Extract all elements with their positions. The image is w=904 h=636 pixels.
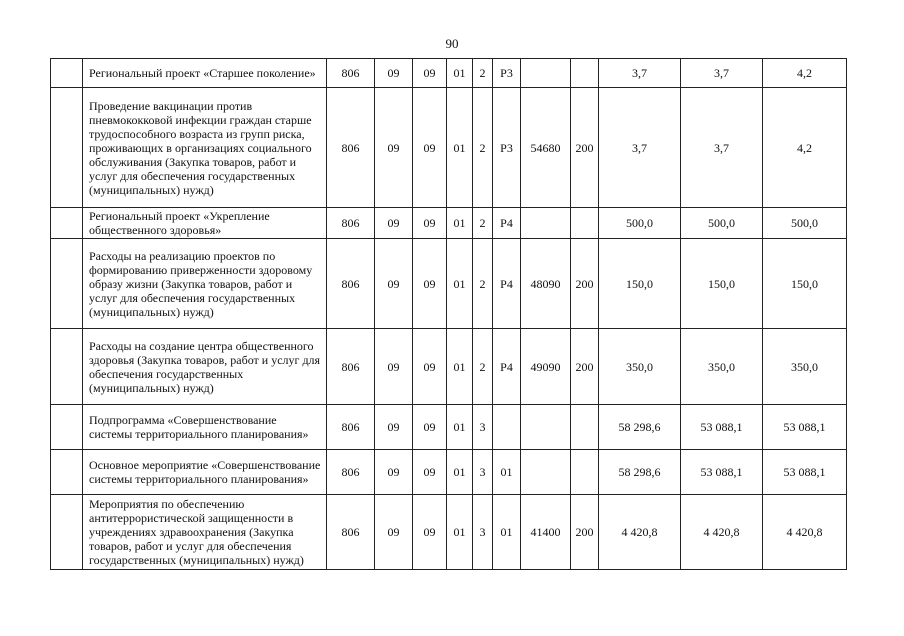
subprogram-cell: 2	[473, 239, 493, 329]
section-cell: 09	[375, 239, 413, 329]
table-row	[51, 88, 847, 208]
section-cell: 09	[375, 88, 413, 208]
expense-type-cell: 200	[571, 239, 599, 329]
subprogram-cell: 2	[473, 208, 493, 239]
row-name: Региональный проект «Укрепление общественного здоровья»	[83, 208, 327, 239]
expense-type-cell	[571, 405, 599, 450]
page-number: 90	[445, 36, 459, 51]
table-row	[51, 208, 847, 239]
section-cell: 09	[375, 59, 413, 88]
program-cell: 01	[447, 405, 473, 450]
expense-type-cell: 200	[571, 88, 599, 208]
amount-3-cell: 4,2	[763, 88, 847, 208]
blank-cell	[51, 88, 83, 208]
table-row	[51, 59, 847, 88]
row-name: Расходы на реализацию проектов по формированию приверженности здоровому образу жизни (Закупка товаров, работ и услуг для обеспечения государственных (муниципальных) нужд)	[83, 239, 327, 329]
amount-1-cell: 4 420,8	[599, 495, 681, 570]
amount-1-cell: 3,7	[599, 88, 681, 208]
code-cell: 806	[327, 88, 375, 208]
amount-1-cell: 150,0	[599, 239, 681, 329]
subprogram-cell: 2	[473, 329, 493, 405]
table-row	[51, 329, 847, 405]
code-cell: 806	[327, 495, 375, 570]
section-cell: 09	[375, 405, 413, 450]
amount-3-cell: 53 088,1	[763, 405, 847, 450]
row-name: Мероприятия по обеспечению антитеррористической защищенности в учреждениях здравоохранения (Закупка товаров, работ и услуг для обеспечения государственных (муниципальных) нужд)	[83, 495, 327, 570]
project-cell: Р3	[493, 59, 521, 88]
amount-2-cell: 3,7	[681, 88, 763, 208]
subprogram-cell: 2	[473, 88, 493, 208]
project-cell: Р3	[493, 88, 521, 208]
program-cell: 01	[447, 59, 473, 88]
code-cell: 806	[327, 239, 375, 329]
subprogram-cell: 2	[473, 59, 493, 88]
subsection-cell: 09	[413, 208, 447, 239]
direction-cell: 48090	[521, 239, 571, 329]
amount-2-cell: 53 088,1	[681, 405, 763, 450]
code-cell: 806	[327, 59, 375, 88]
section-cell: 09	[375, 495, 413, 570]
amount-3-cell: 150,0	[763, 239, 847, 329]
program-cell: 01	[447, 208, 473, 239]
code-cell: 806	[327, 329, 375, 405]
project-cell: 01	[493, 450, 521, 495]
amount-1-cell: 350,0	[599, 329, 681, 405]
subprogram-cell: 3	[473, 450, 493, 495]
direction-cell	[521, 450, 571, 495]
amount-2-cell: 150,0	[681, 239, 763, 329]
table-row	[51, 239, 847, 329]
amount-3-cell: 53 088,1	[763, 450, 847, 495]
code-cell: 806	[327, 208, 375, 239]
direction-cell: 54680	[521, 88, 571, 208]
subsection-cell: 09	[413, 329, 447, 405]
amount-3-cell: 4 420,8	[763, 495, 847, 570]
budget-table	[50, 58, 847, 570]
amount-2-cell: 350,0	[681, 329, 763, 405]
project-cell	[493, 405, 521, 450]
table-row	[51, 450, 847, 495]
amount-3-cell: 4,2	[763, 59, 847, 88]
blank-cell	[51, 495, 83, 570]
code-cell: 806	[327, 405, 375, 450]
subsection-cell: 09	[413, 495, 447, 570]
amount-2-cell: 3,7	[681, 59, 763, 88]
direction-cell: 49090	[521, 329, 571, 405]
expense-type-cell	[571, 59, 599, 88]
subsection-cell: 09	[413, 239, 447, 329]
amount-3-cell: 500,0	[763, 208, 847, 239]
program-cell: 01	[447, 329, 473, 405]
blank-cell	[51, 239, 83, 329]
table-row	[51, 405, 847, 450]
expense-type-cell: 200	[571, 495, 599, 570]
project-cell: Р4	[493, 239, 521, 329]
direction-cell	[521, 405, 571, 450]
blank-cell	[51, 405, 83, 450]
subprogram-cell: 3	[473, 405, 493, 450]
amount-1-cell: 500,0	[599, 208, 681, 239]
expense-type-cell	[571, 208, 599, 239]
subprogram-cell: 3	[473, 495, 493, 570]
row-name: Проведение вакцинации против пневмококковой инфекции граждан старше трудоспособного возраста из групп риска, проживающих в организациях социального обслуживания (Закупка товаров, работ и услуг для обеспечения государственных (муниципальных) нужд)	[83, 88, 327, 208]
program-cell: 01	[447, 239, 473, 329]
project-cell: Р4	[493, 208, 521, 239]
program-cell: 01	[447, 88, 473, 208]
direction-cell	[521, 59, 571, 88]
blank-cell	[51, 329, 83, 405]
subsection-cell: 09	[413, 405, 447, 450]
program-cell: 01	[447, 495, 473, 570]
project-cell: Р4	[493, 329, 521, 405]
amount-2-cell: 53 088,1	[681, 450, 763, 495]
blank-cell	[51, 208, 83, 239]
program-cell: 01	[447, 450, 473, 495]
project-cell: 01	[493, 495, 521, 570]
subsection-cell: 09	[413, 450, 447, 495]
row-name: Расходы на создание центра общественного здоровья (Закупка товаров, работ и услуг для обеспечения государственных (муниципальных) нужд)	[83, 329, 327, 405]
amount-3-cell: 350,0	[763, 329, 847, 405]
amount-2-cell: 4 420,8	[681, 495, 763, 570]
row-name: Подпрограмма «Совершенствование системы территориального планирования»	[83, 405, 327, 450]
row-name: Основное мероприятие «Совершенствование системы территориального планирования»	[83, 450, 327, 495]
subsection-cell: 09	[413, 59, 447, 88]
blank-cell	[51, 450, 83, 495]
subsection-cell: 09	[413, 88, 447, 208]
row-name: Региональный проект «Старшее поколение»	[83, 59, 327, 88]
section-cell: 09	[375, 208, 413, 239]
section-cell: 09	[375, 450, 413, 495]
code-cell: 806	[327, 450, 375, 495]
section-cell: 09	[375, 329, 413, 405]
amount-1-cell: 58 298,6	[599, 405, 681, 450]
direction-cell	[521, 208, 571, 239]
expense-type-cell: 200	[571, 329, 599, 405]
amount-1-cell: 58 298,6	[599, 450, 681, 495]
blank-cell	[51, 59, 83, 88]
table-row	[51, 495, 847, 570]
amount-1-cell: 3,7	[599, 59, 681, 88]
expense-type-cell	[571, 450, 599, 495]
direction-cell: 41400	[521, 495, 571, 570]
amount-2-cell: 500,0	[681, 208, 763, 239]
